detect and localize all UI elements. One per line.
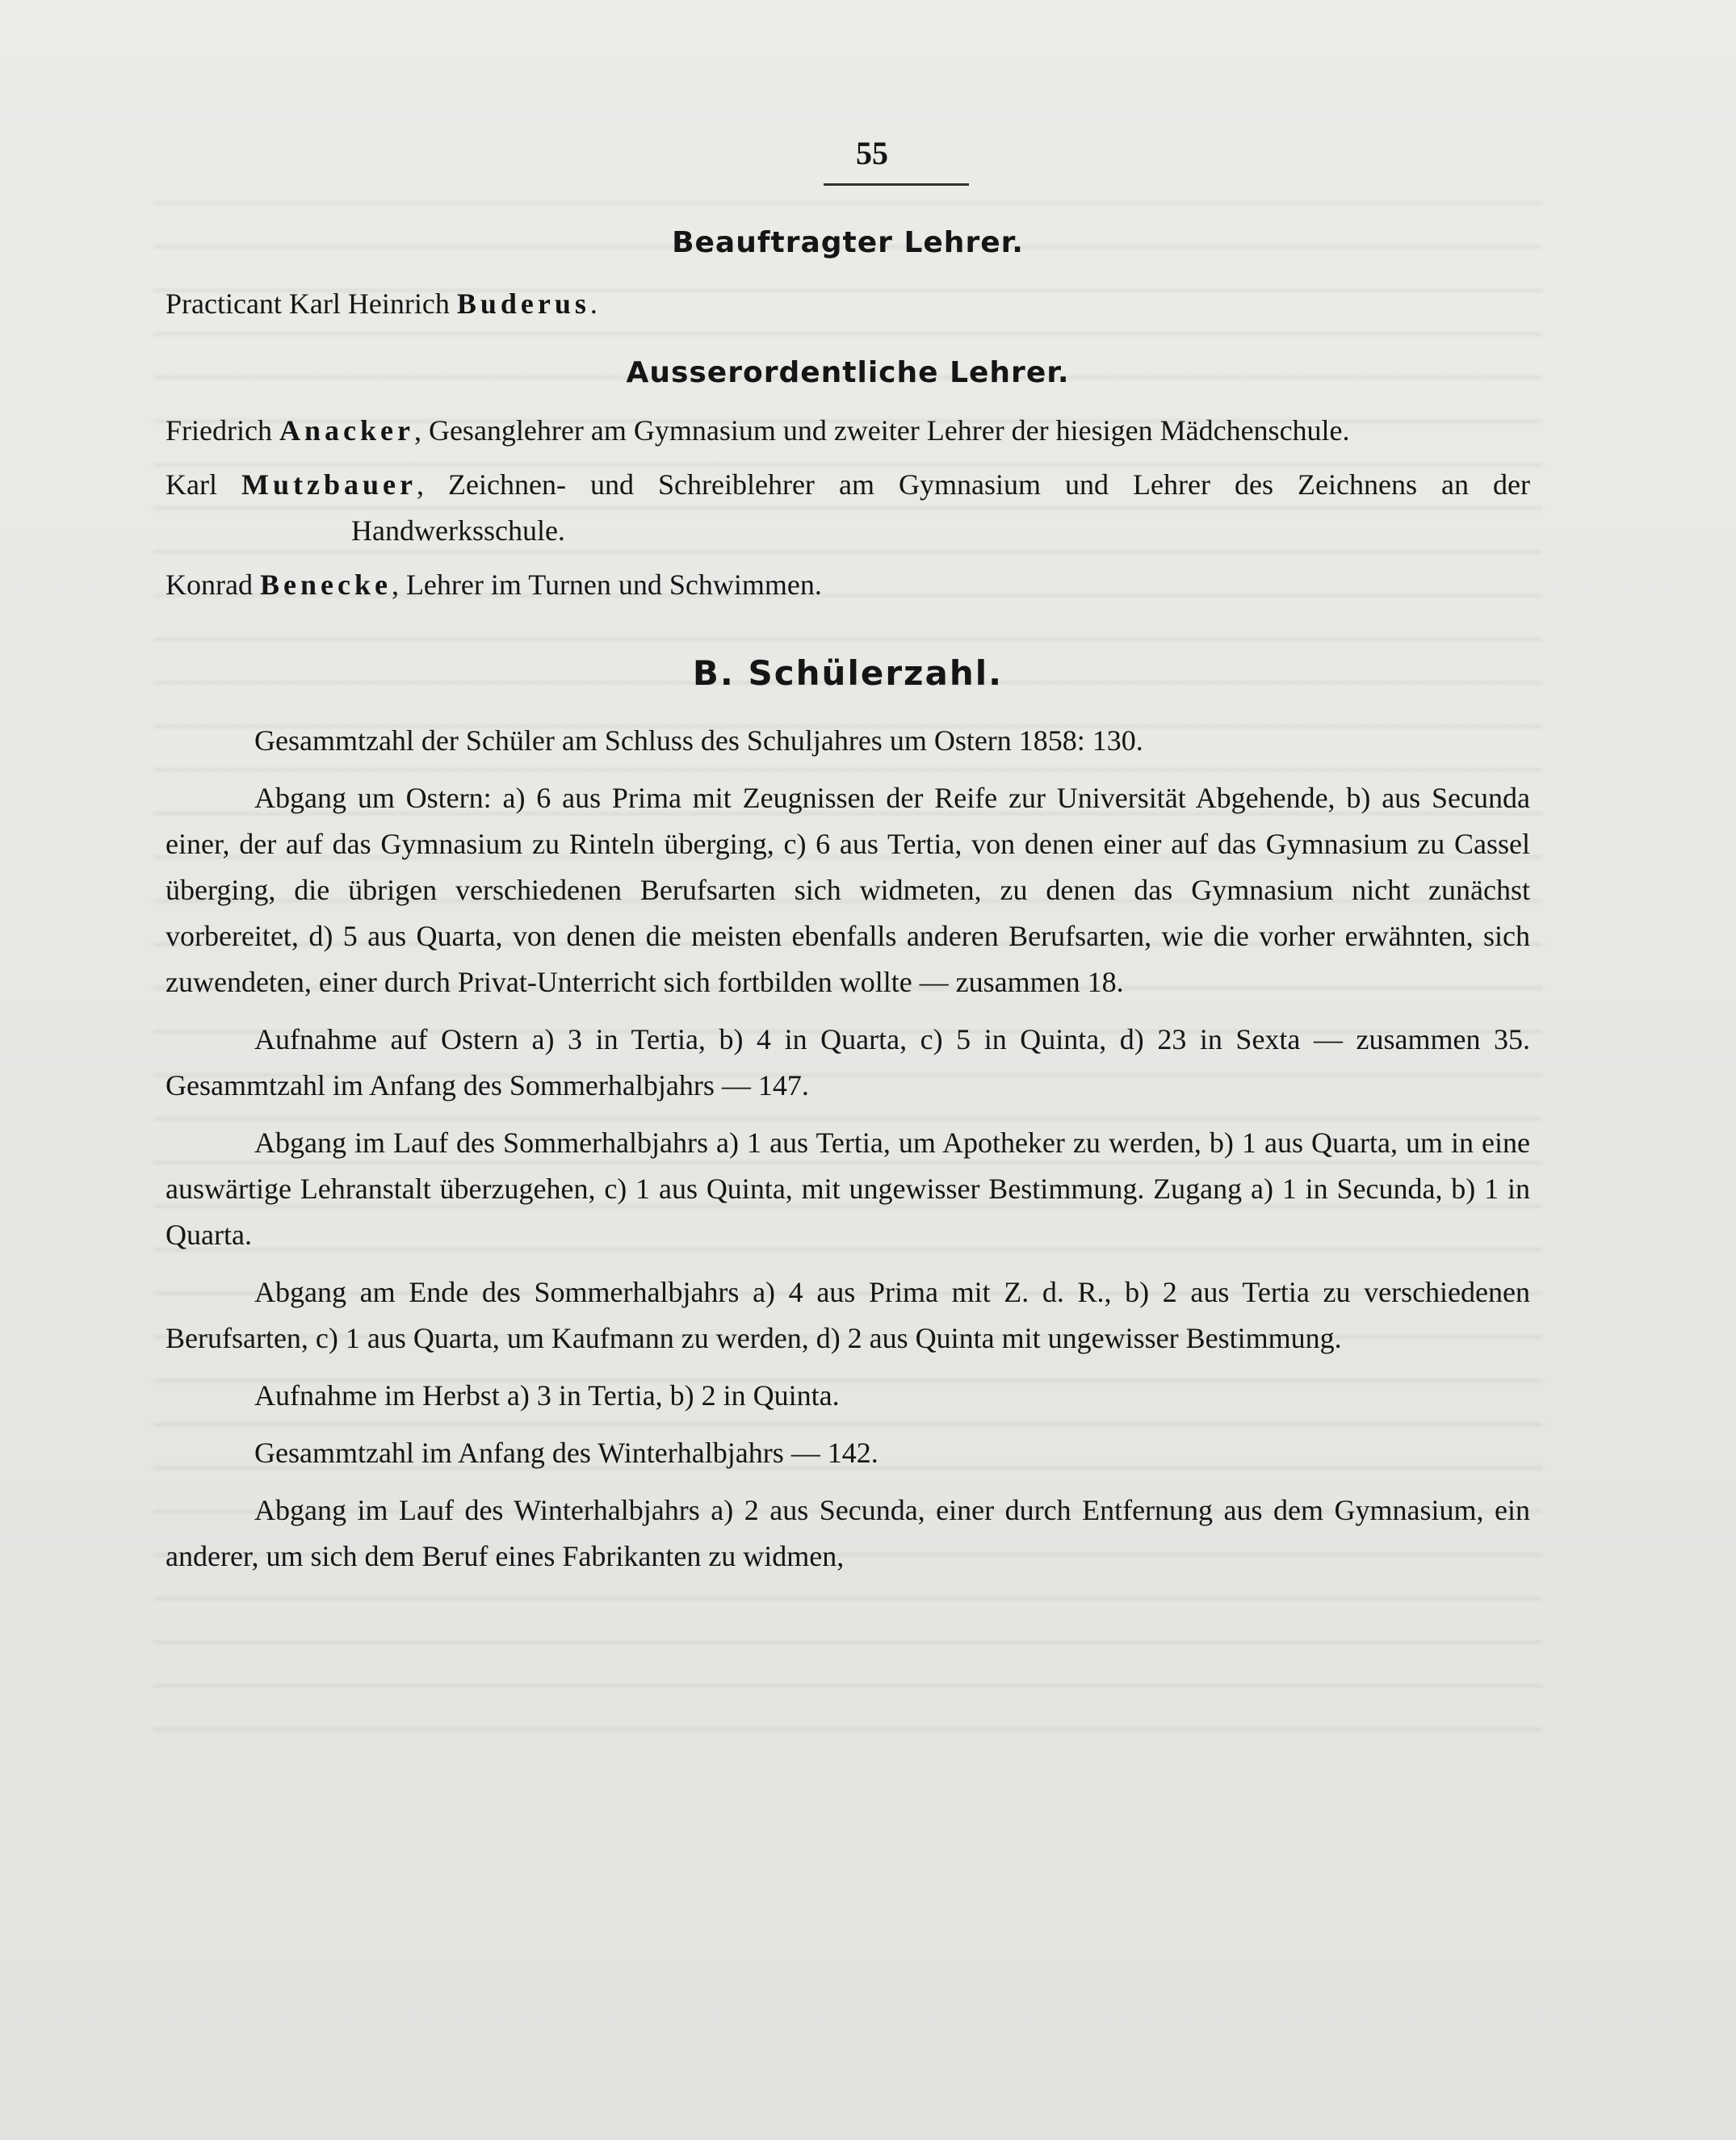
entry-buderus: [166, 281, 1530, 327]
heading-beauftragter-lehrer: Beauftragter Lehrer.: [672, 226, 1024, 259]
paragraph-abgang-ende-sommer: Abgang am Ende des Sommerhalbjahrs a) 4 aus Prima mit Z. d. R., b) 2 aus Tertia zu verschiedenen Berufsarten, c) 1 aus Quarta, um Kaufmann zu werden, d) 2 aus Quinta mit ungewisser Bestimmung.: [166, 1276, 1530, 1354]
paragraph-abgang-ostern: Abgang um Ostern: a) 6 aus Prima mit Zeugnissen der Reife zur Universität Abgehende, b) aus Secunda einer, der auf das Gymnasium zu Rinteln überging, c) 6 aus Tertia, von denen einer auf das Gymnasium zu Cassel überging, die übrigen verschiedenen Berufsarten sich widmeten, zu denen das Gymnasium nicht zunächst vorbereitet, d) 5 aus Quarta, von denen die meisten ebenfalls anderen Berufsarten, wie die vorher erwähnten, sich zuwendeten, einer durch Privat-Unterricht sich fortbilden wollte — zusammen 18.: [166, 782, 1530, 998]
paragraph-aufnahme-ostern: Aufnahme auf Ostern a) 3 in Tertia, b) 4 in Quarta, c) 5 in Quinta, d) 23 in Sexta — zusammen 35. Gesammtzahl im Anfang des Sommerhalbjahrs — 147.: [166, 1023, 1530, 1101]
entry-name: Mutzbauer: [241, 468, 417, 501]
header-rule: [824, 183, 969, 186]
entry-prefix: Friedrich: [166, 414, 279, 447]
page-number: 55: [856, 135, 888, 171]
paragraph-gesammtzahl-winter: Gesammtzahl im Anfang des Winterhalbjahrs — 142.: [254, 1437, 878, 1469]
paragraph-abgang-winter: Abgang im Lauf des Winterhalbjahrs a) 2 aus Secunda, einer durch Entfernung aus dem Gymnasium, ein anderer, um sich dem Beruf eines Fabrikanten zu widmen,: [166, 1494, 1530, 1572]
entry-name: Benecke: [259, 569, 392, 601]
paragraph-aufnahme-herbst: Aufnahme im Herbst a) 3 in Tertia, b) 2 in Quinta.: [254, 1379, 840, 1412]
heading-ausserordentliche-lehrer: Ausserordentliche Lehrer.: [626, 356, 1070, 389]
entry-description: , Gesanglehrer am Gymnasium und zweiter Lehrer der hiesigen Mädchenschule.: [413, 414, 1350, 447]
entry-suffix: .: [589, 287, 598, 320]
entry-prefix: Karl: [166, 468, 242, 501]
paragraph-gesammtzahl-ostern: Gesammtzahl der Schüler am Schluss des Schuljahres um Ostern 1858: 130.: [254, 724, 1143, 757]
section-body-schuelerzahl: [166, 718, 1530, 1580]
paragraph-abgang-sommer: Abgang im Lauf des Sommerhalbjahrs a) 1 aus Tertia, um Apotheker zu werden, b) 1 aus Quarta, um in eine auswärtige Lehranstalt überzugehen, c) 1 aus Quinta, mit ungewisser Bestimmung. Zugang a) 1 in Secunda, b) 1 in Quarta.: [166, 1127, 1530, 1251]
entry-mutzbauer: [166, 462, 1530, 554]
entry-anacker: [166, 408, 1530, 454]
entry-prefix: Konrad: [166, 569, 260, 601]
entry-name: Anacker: [279, 414, 414, 447]
entry-prefix: Practicant Karl Heinrich: [166, 287, 457, 320]
section-title-schuelerzahl: B. Schülerzahl.: [692, 653, 1004, 693]
entry-benecke: [166, 562, 1530, 608]
entry-name: Buderus: [456, 287, 590, 320]
page-content: [166, 133, 1530, 1580]
entry-description: , Lehrer im Turnen und Schwimmen.: [391, 569, 822, 601]
entry-description: , Zeichnen- und Schreiblehrer am Gymnasium und Lehrer des Zeichnens an der Handwerksschule.: [351, 468, 1531, 547]
